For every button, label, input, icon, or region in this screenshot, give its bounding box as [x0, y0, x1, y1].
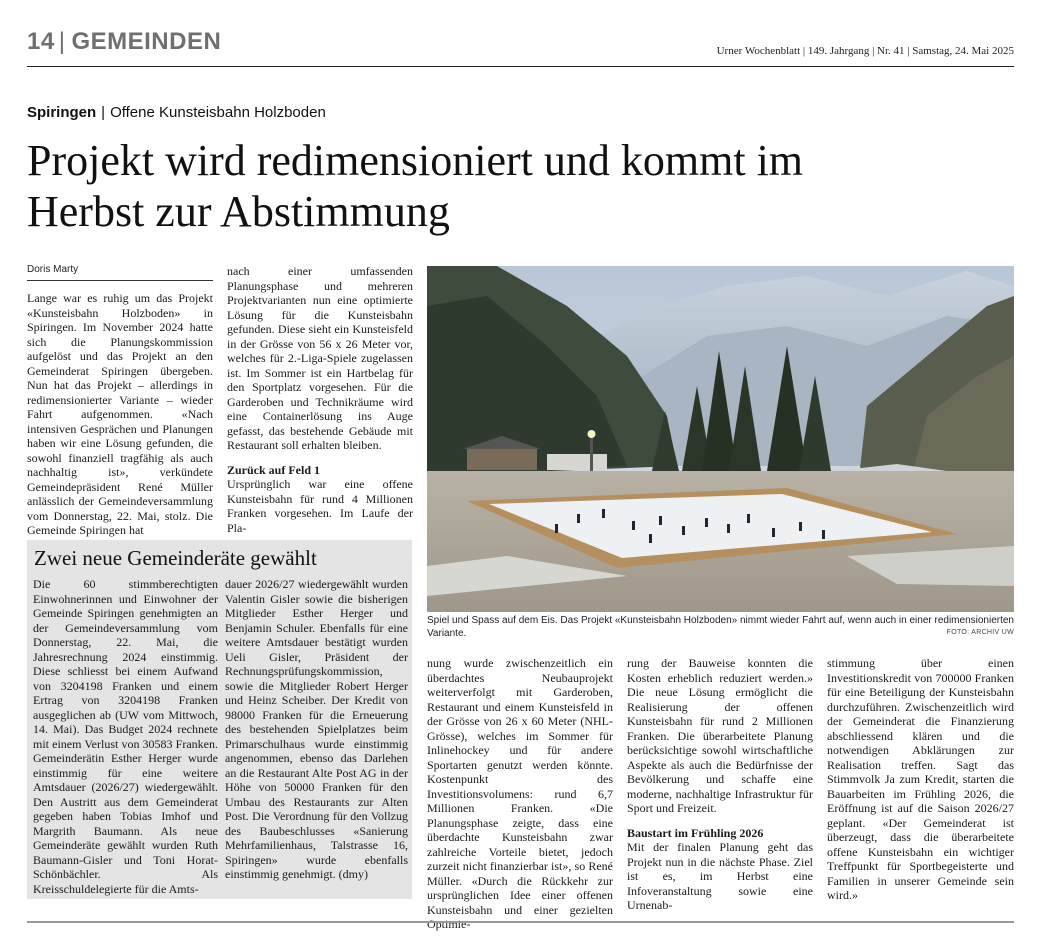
page-number: 14 — [27, 28, 55, 55]
subheading-zurueck: Zurück auf Feld 1 — [227, 462, 321, 477]
article-paragraph: Mit der finalen Planung geht das Projekt nun in die nächste Phase. Ziel ist es, im Herbst eine Infoveranstaltung sowie eine Urnenab- — [627, 840, 813, 912]
article-column-4 — [627, 656, 813, 913]
article-column-2 — [227, 264, 413, 535]
article-paragraph: nung wurde zwischenzeitlich ein überdachtes Neubauprojekt weiterverfolgt mit Garderoben, Restaurant und einem Kunsteisfeld in der Grösse von 26 x 60 Meter (NHL-Grösse), welches im Sommer für Inlinehockey und für andere Sportarten genutzt werden könnte. Kostenpunkt des Investitionsvolumens: rund 6,7 Millionen Franken. «Die Planungsphase zeigte, dass eine überdachte Kunsteisbahn zwar zahlreiche Vorteile bietet, jedoch zurzeit nicht finanzierbar ist», so René Müller. «Durch die Rückkehr zur ursprünglichen Idee einer offenen Kunsteisbahn und einer gezielten Optimie- — [427, 656, 613, 931]
byline-rule — [27, 280, 213, 281]
section-name: GEMEINDEN — [71, 28, 222, 55]
article-column-3 — [427, 656, 613, 932]
kicker-separator: | — [101, 104, 106, 121]
sidebar-title-box — [27, 540, 412, 574]
article-photo — [427, 266, 1014, 612]
subheading-baustart: Baustart im Frühling 2026 — [627, 825, 764, 840]
sidebar-column-2 — [225, 577, 408, 882]
article-paragraph: rung der Bauweise konnten die Kosten erheblich reduziert werden.» Die neue Lösung ermöglicht die Realisierung der offenen Kunsteisbahn für rund 2 Millionen Franken. Die überarbeitete Planung berücksichtige sowohl wirtschaftliche Aspekte als auch die Bedürfnisse der Bevölkerung und schaffe eine moderne, nachhaltige Infrastruktur für Sport und Freizeit. — [627, 656, 813, 815]
kicker-topic: Offene Kunsteisbahn Holzboden — [110, 104, 326, 121]
sidebar-title: Zwei neue Gemeinderäte gewählt — [34, 546, 317, 570]
footer-rule — [27, 921, 1014, 923]
sidebar-column-1 — [33, 577, 218, 896]
kicker-place: Spiringen — [27, 104, 97, 121]
header-rule — [27, 66, 1014, 67]
photo-caption: Spiel und Spass auf dem Eis. Das Projekt «Kunsteisbahn Holzboden» nimmt wieder Fahrt auf, wenn auch in einer redimensionierten Variante. — [427, 615, 1014, 639]
article-headline — [27, 135, 1017, 237]
page-header-section — [27, 28, 221, 56]
headline-line-1: Projekt wird redimensioniert und kommt im — [27, 136, 804, 185]
ice-rink-photo — [427, 266, 1014, 612]
author-byline: Doris Marty — [27, 264, 79, 275]
article-paragraph: stimmung über einen Investitionskredit von 700000 Franken für eine Beteiligung der Kunsteisbahn durchzuführen. Zwischenzeitlich wird der Gemeinderat die Finanzierung abschliessend klären und die notwendigen Abklärungen zur Realisation treffen. Sagt das Stimmvolk Ja zum Kredit, starten die Bauarbeiten im Frühling 2026, die Eröffnung ist auf die Saison 2026/27 geplant. «Der Gemeinderat ist überzeugt, dass die überarbeitete offene Kunsteisbahn ein wichtiger Treffpunkt für Sportbegeisterte und Familien in unserer Gemeinde sein wird.» — [827, 656, 1014, 902]
article-paragraph: Lange war es ruhig um das Projekt «Kunsteisbahn Holzboden» in Spiringen. Im November 2024 hatte sich die Planungskommission aufgelöst und das Projekt an den Gemeinderat Spiringen übergeben. Nun hat das Projekt – allerdings in redimensionierter Variante – wieder Fahrt aufgenommen. «Nach intensiven Gesprächen und Planungen haben wir eine Lösung gefunden, die sowohl finanziell tragfähig als auch nachhaltig ist», verkündete Gemeindepräsident René Müller anlässlich der Gemeindeversammlung vom Donnerstag, 22. Mai, stolz. Die Gemeinde Spiringen hat — [27, 291, 213, 537]
article-column-1 — [27, 291, 213, 538]
article-paragraph: Ursprünglich war eine offene Kunsteisbahn für rund 4 Millionen Franken vorgesehen. Im Laufe der Pla- — [227, 477, 413, 535]
sidebar-paragraph: dauer 2026/27 wiedergewählt wurden Valentin Gisler sowie die bisherigen Mitglieder Esther Herger und Benjamin Schuler. Ebenfalls für eine weitere Amtsdauer bestätigt wurden Ueli Gisler, Präsident der Rechnungsprüfungskommission, sowie die Mitglieder Robert Herger und Heinz Scheiber. Der Kredit von 98000 Franken für die Erneuerung des bestehenden Spielplatzes beim Primarschulhaus wurde einstimmig angenommen, ebenso das Darlehen an die Restaurant Alte Post AG in der Höhe von 50000 Franken für den Umbau des Restaurants zur Alten Post. Die Verordnung für den Vollzug des Baubeschlusses «Sanierung Mehrfamilienhaus, Talstrasse 16, Spiringen» wurde ebenfalls einstimmig genehmigt. (dmy) — [225, 577, 408, 881]
masthead: Urner Wochenblatt | 149. Jahrgang | Nr. 41 | Samstag, 24. Mai 2025 — [716, 45, 1014, 57]
article-kicker — [27, 104, 326, 121]
header-separator: | — [58, 28, 66, 55]
photo-credit: FOTO: ARCHIV UW — [946, 629, 1014, 636]
article-paragraph: nach einer umfassenden Planungsphase und mehreren Projektvarianten nun eine optimierte Lösung für die Kunsteisbahn gefunden. Diese sieht ein Kunsteisfeld in der Grösse von 56 x 26 Meter vor, welches für 2.-Liga-Spiele zugelassen ist. Im Sommer ist ein Hartbelag für den Sportplatz vorgesehen. Für die Garderoben und Technikräume wird eine Containerlösung ins Auge gefasst, das bestehende Gebäude mit Restaurant soll erhalten bleiben. — [227, 264, 413, 452]
article-column-5 — [827, 656, 1014, 903]
headline-line-2: Herbst zur Abstimmung — [27, 187, 450, 236]
sidebar-paragraph: Die 60 stimmberechtigten Einwohnerinnen und Einwohner der Gemeinde Spiringen genehmigten an der Gemeindeversammlung vom Donnerstag, 22. Mai, die Jahresrechnung 2024 einstimmig. Diese schliesst bei einem Aufwand von 3204198 Franken und einem Ertrag von 3204198 Franken ausgeglichen ab (UW vom Mittwoch, 14. Mai). Das Budget 2024 rechnete mit einem Verlust von 30583 Franken. Gemeinderätin Esther Herger wurde einstimmig für eine weitere Amtsdauer (2026/27) wiedergewählt. Den Austritt aus dem Gemeinderat gegeben haben Tobias Imhof und Margrith Baumann. Als neue Gemeinderäte gewählt wurden Ruth Baumann-Gisler und Toni Horat-Schönbächler. Als Kreisschuldelegierte für die Amts- — [33, 577, 218, 896]
